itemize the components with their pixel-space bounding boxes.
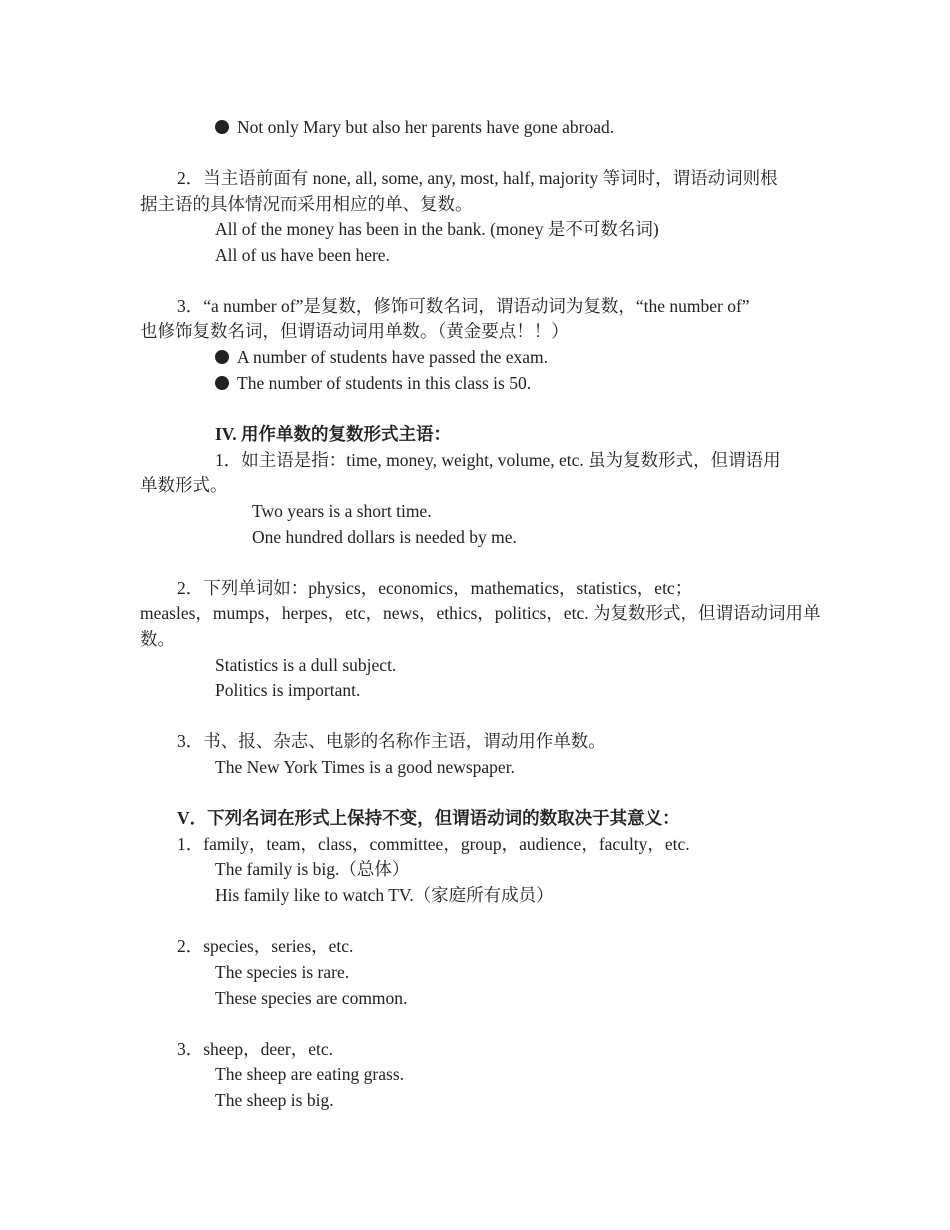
rule-paragraph: 2．当主语前面有 none, all, some, any, most, half, majority 等词时，谓语动词则根: [177, 168, 778, 188]
rule-paragraph-cont: 据主语的具体情况而采用相应的单、复数。: [140, 194, 473, 214]
example-sentence: The sheep are eating grass.: [215, 1064, 405, 1084]
example-sentence: Not only Mary but also her parents have gone abroad.: [237, 117, 615, 137]
rule-paragraph: 2．下列单词如：physics，economics，mathematics，statistics，etc；: [177, 578, 693, 598]
bullet-item: [215, 344, 548, 370]
bullet-icon: [215, 376, 229, 390]
rule-paragraph-cont: 单数形式。: [140, 475, 228, 495]
rule-paragraph: 3．书、报、杂志、电影的名称作主语，谓动用作单数。: [177, 731, 606, 751]
bullet-item: [215, 114, 614, 140]
example-sentence: The sheep is big.: [215, 1090, 334, 1110]
section-heading: IV. 用作单数的复数形式主语：: [215, 424, 451, 444]
example-sentence: Statistics is a dull subject.: [215, 655, 397, 675]
rule-paragraph: 3．“a number of”是复数，修饰可数名词，谓语动词为复数，“the number of”: [177, 296, 750, 316]
example-sentence: All of us have been here.: [215, 245, 390, 265]
example-sentence: His family like to watch TV.（家庭所有成员）: [215, 885, 554, 905]
bullet-icon: [215, 350, 229, 364]
bullet-item: [215, 370, 531, 396]
example-sentence: Two years is a short time.: [252, 501, 432, 521]
rule-paragraph: 2．species，series，etc.: [177, 936, 354, 956]
example-sentence: Politics is important.: [215, 680, 361, 700]
bullet-icon: [215, 120, 229, 134]
rule-paragraph: 1．如主语是指：time, money, weight, volume, etc. 虽为复数形式，但谓语用: [215, 450, 781, 470]
rule-paragraph-cont: 数。: [140, 629, 175, 649]
section-heading: V．下列名词在形式上保持不变，但谓语动词的数取决于其意义：: [177, 808, 680, 828]
rule-paragraph: 1．family，team，class，committee，group，audience，faculty，etc.: [177, 834, 690, 854]
example-sentence: The family is big.（总体）: [215, 859, 410, 879]
example-sentence: The New York Times is a good newspaper.: [215, 757, 515, 777]
example-sentence: All of the money has been in the bank. (money 是不可数名词): [215, 219, 659, 239]
example-sentence: A number of students have passed the exam.: [237, 347, 549, 367]
rule-paragraph: 3．sheep，deer，etc.: [177, 1039, 333, 1059]
example-sentence: The species is rare.: [215, 962, 350, 982]
rule-paragraph-cont: measles，mumps，herpes，etc，news，ethics，politics，etc. 为复数形式，但谓语动词用单: [140, 603, 821, 623]
example-sentence: One hundred dollars is needed by me.: [252, 527, 517, 547]
example-sentence: The number of students in this class is 50.: [237, 373, 532, 393]
example-sentence: These species are common.: [215, 988, 408, 1008]
rule-paragraph-cont: 也修饰复数名词，但谓语动词用单数。（黄金要点！！）: [140, 321, 569, 341]
